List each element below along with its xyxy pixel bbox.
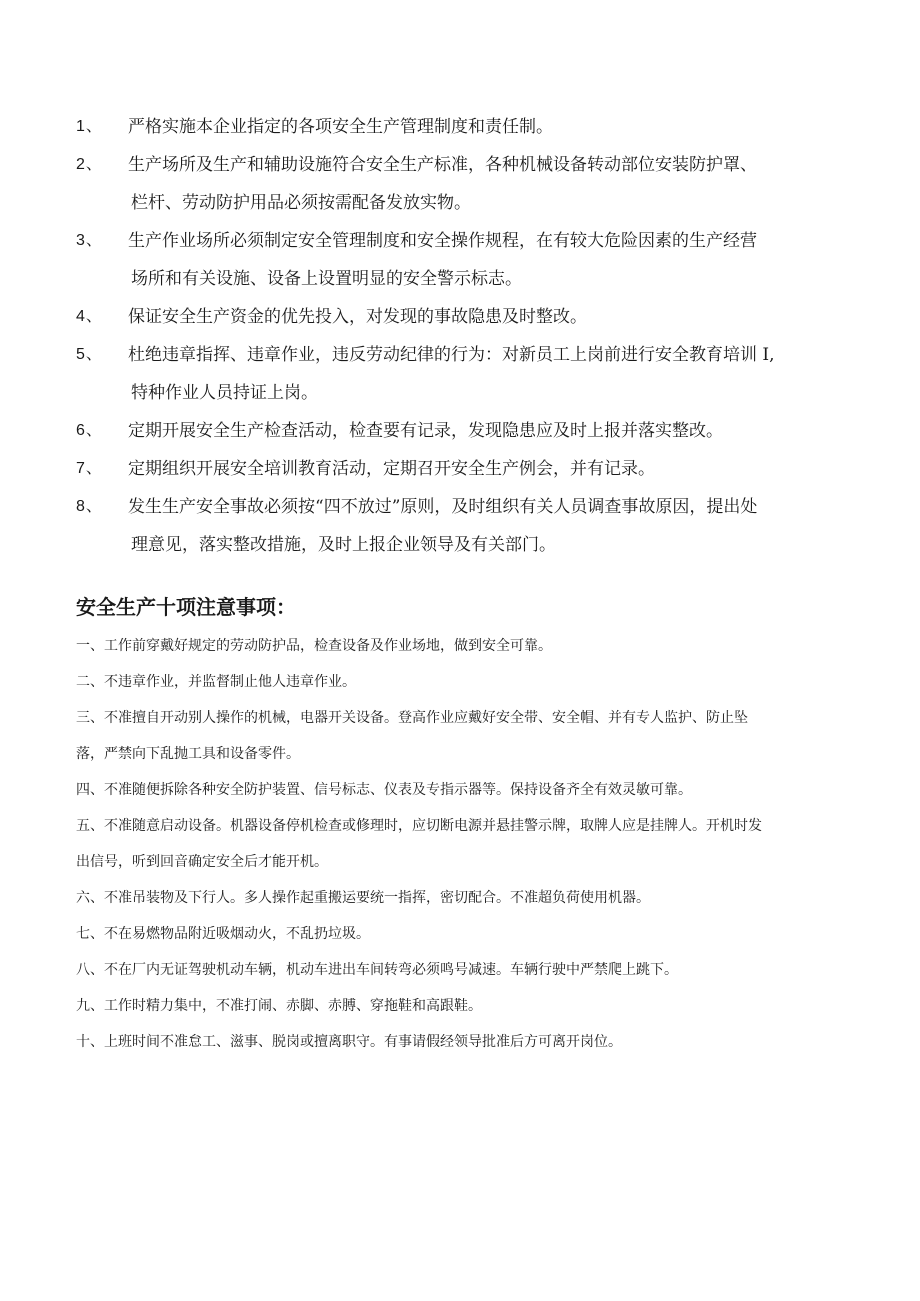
precaution-item (76, 988, 846, 1024)
rule-number: 2、 (76, 156, 103, 173)
precaution-item (76, 916, 846, 952)
precaution-item (76, 880, 846, 916)
ten-precautions-list (76, 628, 846, 1060)
rule-line: 杜绝违章指挥、违章作业，违反劳动纪律的行为：对新员工上岗前进行安全教育培训 I, (128, 345, 775, 365)
precaution-item (76, 772, 846, 808)
precaution-line: 九、工作时精力集中，不准打闹、赤脚、赤膊、穿拖鞋和高跟鞋。 (76, 998, 482, 1014)
rule-line: 栏杆、劳动防护用品必须按需配备发放实物。 (131, 193, 471, 213)
rule-item (76, 336, 856, 412)
rule-number: 3、 (76, 232, 103, 249)
precaution-item (76, 700, 846, 772)
rule-item (76, 412, 856, 450)
precaution-item (76, 664, 846, 700)
precaution-line: 五、不准随意启动设备。机器设备停机检查或修理时，应切断电源并悬挂警示牌，取牌人应是挂牌人。开机时发 (76, 818, 762, 834)
rule-line: 严格实施本企业指定的各项安全生产管理制度和责任制。 (128, 117, 553, 137)
safety-rules-list (76, 108, 856, 564)
section-heading: 安全生产十项注意事项： (76, 595, 296, 619)
rule-item (76, 108, 856, 146)
rule-number: 7、 (76, 460, 103, 477)
rule-line: 理意见，落实整改措施，及时上报企业领导及有关部门。 (131, 535, 556, 555)
rule-item (76, 146, 856, 222)
precaution-line: 四、不准随便拆除各种安全防护装置、信号标志、仪表及专指示器等。保持设备齐全有效灵敏可靠。 (76, 782, 692, 798)
rule-number: 1、 (76, 118, 103, 135)
rule-line: 保证安全生产资金的优先投入，对发现的事故隐患及时整改。 (128, 307, 587, 327)
precaution-line: 二、不违章作业，并监督制止他人违章作业。 (76, 674, 356, 690)
rule-text (128, 146, 856, 222)
precaution-line: 八、不在厂内无证驾驶机动车辆，机动车进出车间转弯必须鸣号减速。车辆行驶中严禁爬上跳下。 (76, 962, 678, 978)
rule-item (76, 450, 856, 488)
rule-line: 场所和有关设施、设备上设置明显的安全警示标志。 (131, 269, 522, 289)
rule-number: 8、 (76, 498, 103, 515)
rule-line: 生产作业场所必须制定安全管理制度和安全操作规程，在有较大危险因素的生产经营 (128, 231, 757, 251)
rule-item (76, 488, 856, 564)
rule-text (128, 488, 856, 564)
rule-line: 特种作业人员持证上岗。 (131, 383, 318, 403)
rule-text (128, 336, 856, 412)
precaution-line: 七、不在易燃物品附近吸烟动火，不乱扔垃圾。 (76, 926, 370, 942)
precaution-item (76, 808, 846, 880)
rule-line: 发生生产安全事故必须按“四不放过”原则，及时组织有关人员调查事故原因，提出处 (128, 497, 758, 517)
rule-number: 5、 (76, 346, 103, 363)
precaution-line: 十、上班时间不准怠工、滋事、脱岗或擅离职守。有事请假经领导批准后方可离开岗位。 (76, 1034, 622, 1050)
rule-item (76, 298, 856, 336)
precaution-line: 六、不准吊装物及下行人。多人操作起重搬运要统一指挥，密切配合。不准超负荷使用机器。 (76, 890, 650, 906)
precaution-line: 出信号，听到回音确定安全后才能开机。 (76, 854, 328, 870)
rule-text (128, 222, 856, 298)
rule-line: 定期组织开展安全培训教育活动，定期召开安全生产例会，并有记录。 (128, 459, 655, 479)
precaution-item (76, 628, 846, 664)
precaution-line: 一、工作前穿戴好规定的劳动防护品，检查设备及作业场地，做到安全可靠。 (76, 638, 552, 654)
precaution-line: 落，严禁向下乱抛工具和设备零件。 (76, 746, 300, 762)
rule-text (128, 108, 856, 146)
precaution-item (76, 1024, 846, 1060)
rule-text (128, 412, 856, 450)
precaution-line: 三、不准擅自开动别人操作的机械，电器开关设备。登高作业应戴好安全带、安全帽、并有专人监护、防止坠 (76, 710, 748, 726)
rule-text (128, 298, 856, 336)
rule-text (128, 450, 856, 488)
rule-number: 4、 (76, 308, 103, 325)
rule-item (76, 222, 856, 298)
rule-number: 6、 (76, 422, 103, 439)
rule-line: 生产场所及生产和辅助设施符合安全生产标准，各种机械设备转动部位安装防护罩、 (128, 155, 757, 175)
rule-line: 定期开展安全生产检查活动，检查要有记录，发现隐患应及时上报并落实整改。 (128, 421, 723, 441)
precaution-item (76, 952, 846, 988)
